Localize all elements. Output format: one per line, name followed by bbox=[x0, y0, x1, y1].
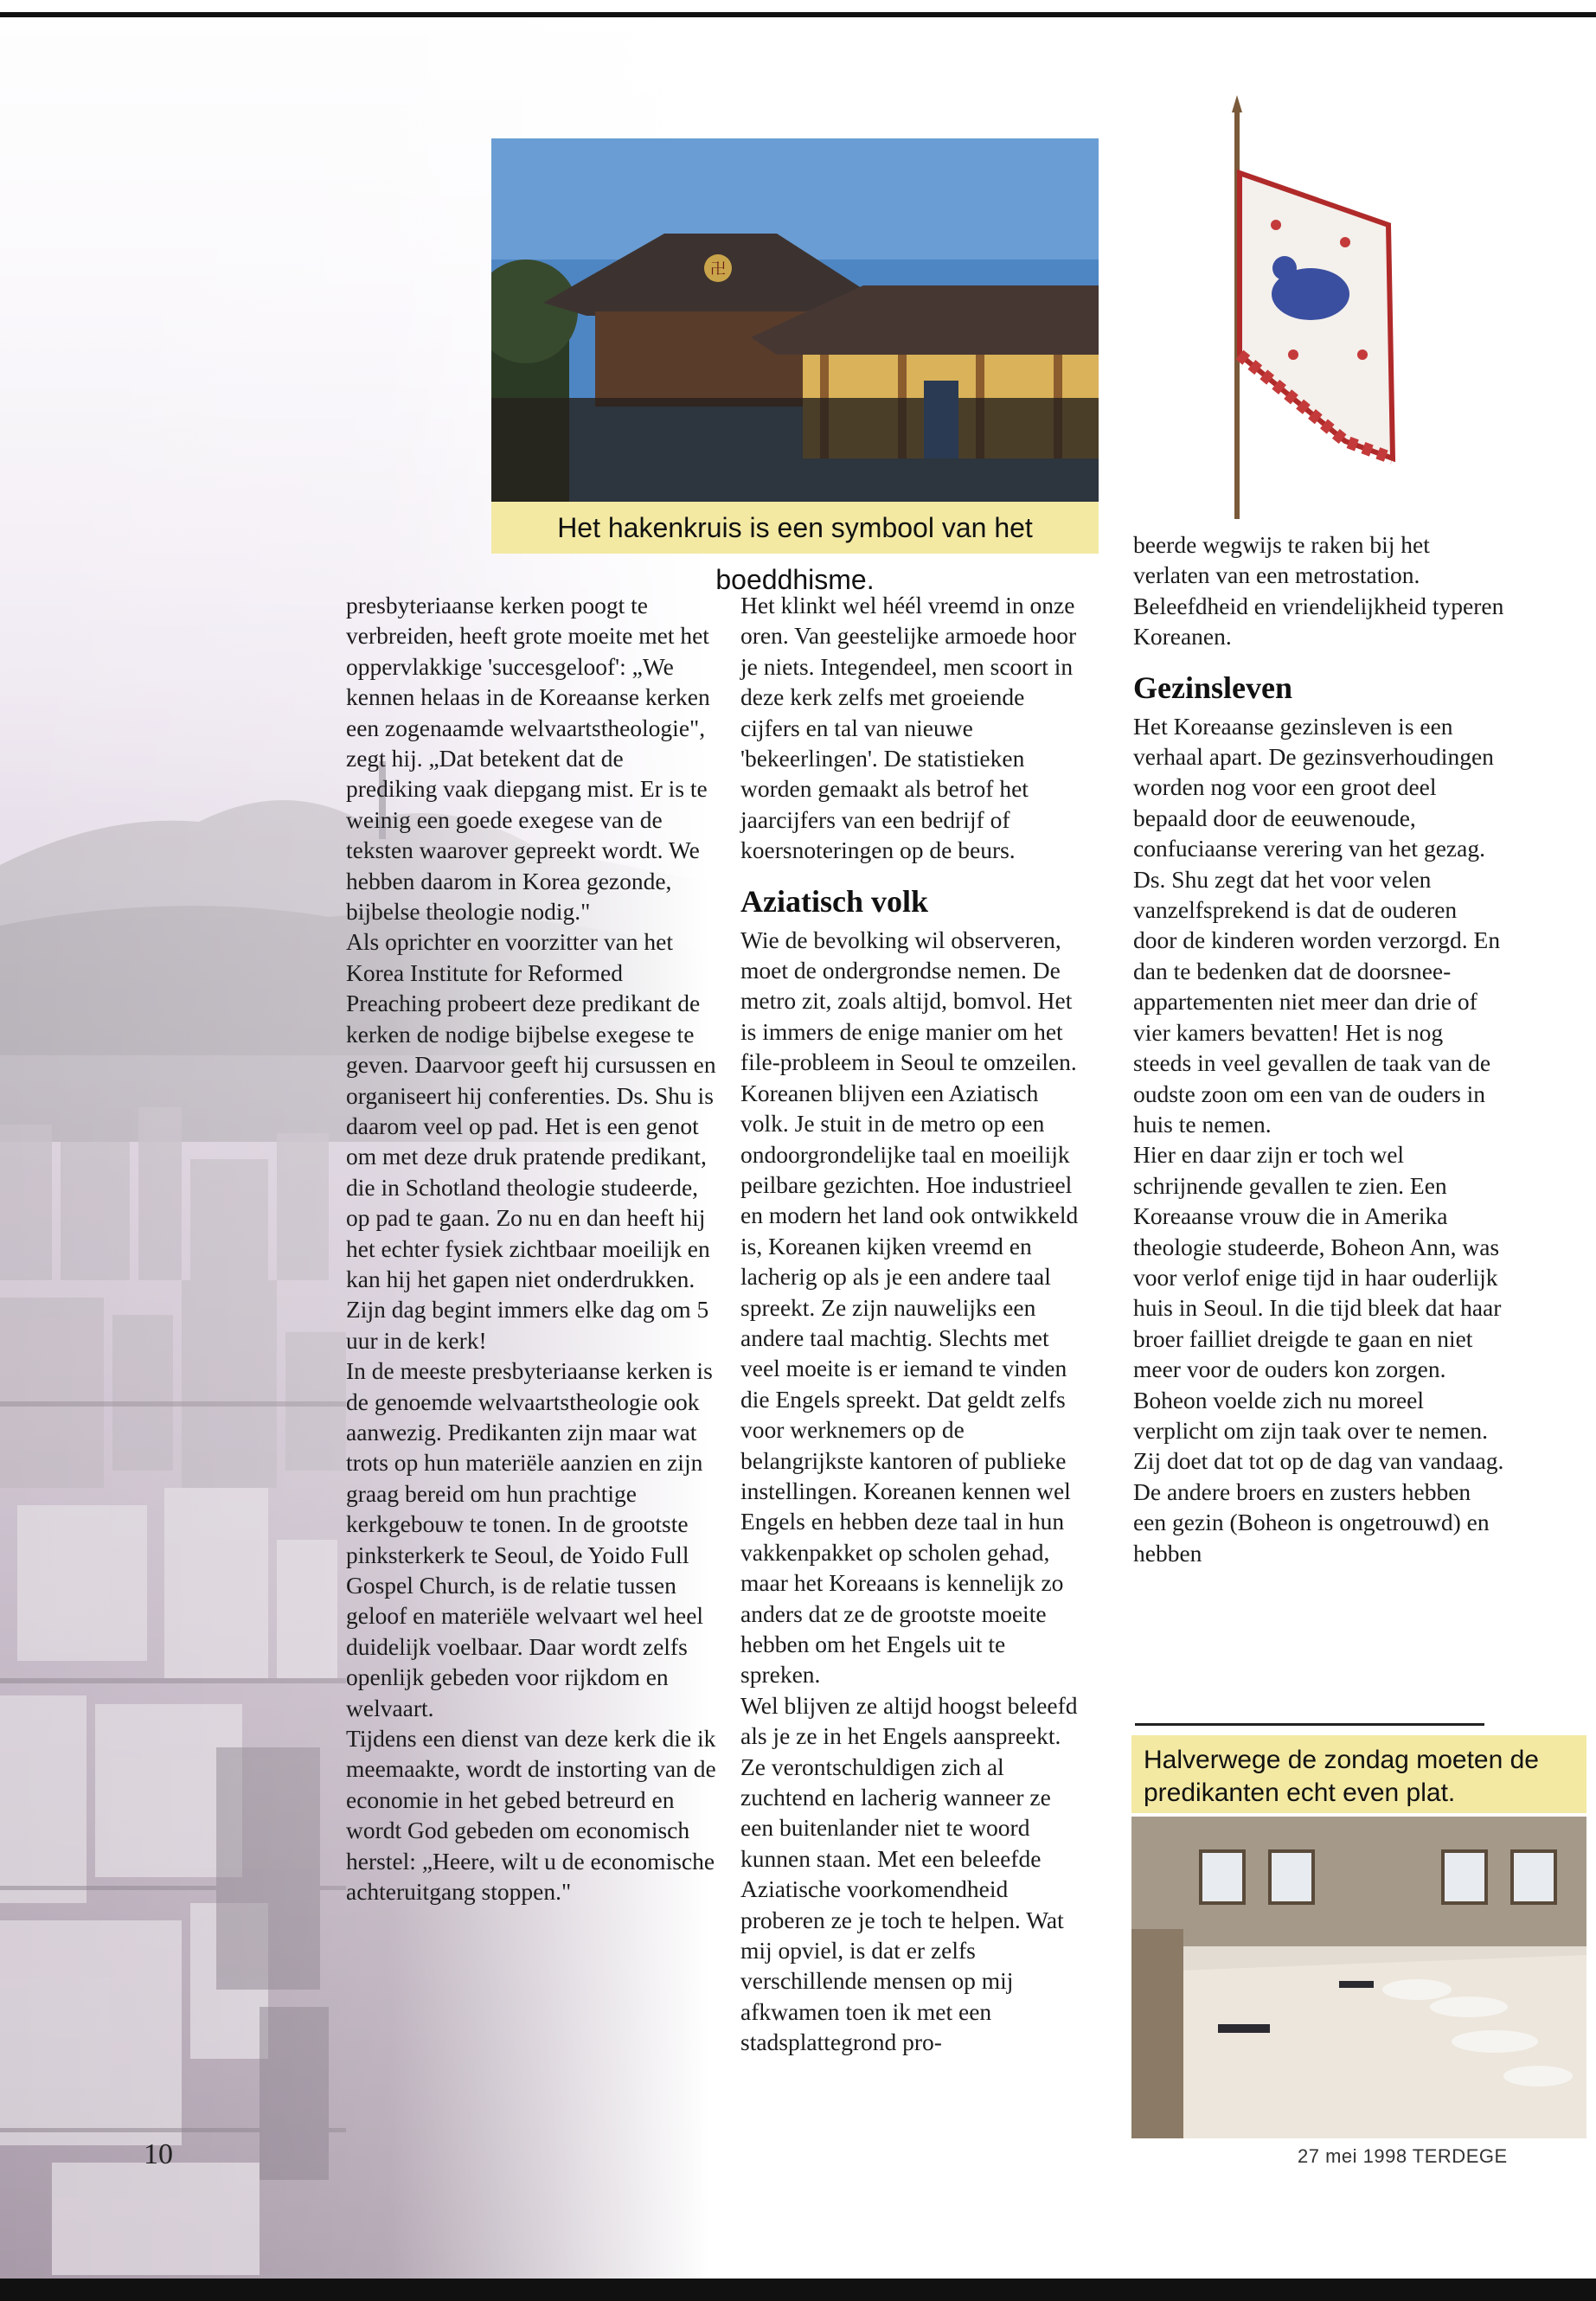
article-column-3 bbox=[1133, 529, 1505, 1568]
banner-flag-image bbox=[1215, 95, 1406, 519]
article-column-1 bbox=[346, 590, 718, 1907]
temple-photo bbox=[491, 138, 1099, 543]
temple-photo-caption: Het hakenkruis is een symbool van het boeddhisme. bbox=[491, 502, 1099, 554]
section-heading-aziatisch-volk: Aziatisch volk bbox=[740, 883, 929, 919]
paragraph: Wel blijven ze altijd hoogst beleefd als je ze in het Engels aanspreekt. Ze verontschuldigen zich al zuchtend en lacherig wanneer ze een buitenlander niet te woord kunnen staan. Met een beleefde Aziatische voorkomendheid proberen ze je toch te helpen. Wat mij opviel, is dat er zelfs verschillende mensen op mij afkwamen toen ik met een stadsplattegrond pro- bbox=[740, 1691, 1078, 2056]
paragraph: Als oprichter en voorzitter van het Korea Institute for Reformed Preaching probeert deze predikant de kerken de nodige bijbelse exegese te geven. Daarvoor geeft hij cursussen en organiseert hij conferenties. Ds. Shu is daarom veel op pad. Het is een genot om met deze druk pratende predikant, die in Schotland theologie studeerde, op pad te gaan. Zo nu en dan heeft hij het echter fysiek zichtbaar moeilijk en kan hij het gapen niet onderdrukken. Zijn dag begint immers elke dag om 5 uur in de kerk! bbox=[346, 928, 716, 1354]
issue-footer: 27 mei 1998 TERDEGE bbox=[1298, 2145, 1508, 2167]
paragraph: In de meeste presbyteriaanse kerken is de genoemde welvaartstheologie ook aanwezig. Predikanten zijn maar wat trots op hun materiële aanzien en zijn graag bereid om hun prachtige kerkgebouw te tonen. In de grootste pinksterkerk te Seoul, de Yoido Full Gospel Church, is de relatie tussen geloof en materiële welvaart wel heel duidelijk voelbaar. Daar wordt zelfs openlijk gebeden voor rijkdom en welvaart. bbox=[346, 1357, 713, 1721]
resting-pastors-photo bbox=[1131, 1817, 1586, 2138]
paragraph: Het klinkt wel héél vreemd in onze oren. Van geestelijke armoede hoor je niets. Integendeel, men scoort in deze kerk zelfs met groeiende cijfers en tal van nieuwe 'bekeerlingen'. De statistieken worden gemaakt als betrof het jaarcijfers van een bedrijf of koersnoteringen op de beurs. bbox=[740, 592, 1077, 864]
paragraph: Tijdens een dienst van deze kerk die ik meemaakte, wordt de instorting van de economie in het gebed betreurd en wordt God gebeden om economisch herstel: „Heere, wilt u de economische achteruitgang stoppen." bbox=[346, 1725, 716, 1906]
column-divider-rule bbox=[1135, 1723, 1484, 1726]
paragraph: Het Koreaanse gezinsleven is een verhaal apart. De gezinsverhoudingen worden nog voor een groot deel bepaald door de eeuwenoude, confuciaanse verering van het gezag. Ds. Shu zegt dat het voor velen vanzelfsprekend is dat de ouderen door de kinderen worden verzorgd. En dan te bedenken dat de doorsnee-appartementen niet meer dan drie of vier kamers bevatten! Het is nog steeds in veel gevallen de taak van de oudste zoon om een van de ouders in huis te nemen. bbox=[1133, 712, 1501, 1138]
paragraph: presbyteriaanse kerken poogt te verbreiden, heeft grote moeite met het oppervlakkige 'succesgeloof': „We kennen helaas in de Koreaanse kerken een zogenaamde welvaartstheologie", zegt hij. „Dat betekent dat de prediking vaak diepgang mist. Er is te weinig een goede exegese van de teksten waarover gepreekt wordt. We hebben daarom in Korea gezonde, bijbelse theologie nodig." bbox=[346, 592, 710, 926]
paragraph: beerde wegwijs te raken bij het verlaten van een metrostation. Beleefdheid en vriendelijkheid typeren Koreanen. bbox=[1133, 531, 1504, 651]
paragraph: Wie de bevolking wil observeren, moet de ondergrondse nemen. De metro zit, zoals altijd, bomvol. Het is immers de enige manier om het file-probleem in Seoul te omzeilen. Koreanen blijven een Aziatisch volk. Je stuit in de metro op een ondoorgrondelijke taal en moeilijk peilbare gezichten. Hoe industrieel en modern het land ook ontwikkeld is, Koreanen kijken vreemd en lacherig op als je een andere taal spreekt. Ze zijn nauwelijks een andere taal machtig. Slechts met veel moeite is er iemand te vinden die Engels spreekt. Dat geldt zelfs voor werknemers op de belangrijkste kantoren of publieke instellingen. Koreanen kennen wel Engels en hebben deze taal in hun vakkenpakket op scholen gehad, maar het Koreaans is kennelijk zo anders dat ze de grootste moeite hebben om het Engels uit te spreken. bbox=[740, 926, 1079, 1689]
bottom-border bbox=[0, 2279, 1596, 2301]
page-number: 10 bbox=[144, 2138, 173, 2170]
svg-text:卍: 卍 bbox=[710, 260, 726, 279]
meeting-photo-caption: Halverwege de zondag moeten de predikanten echt even plat. bbox=[1131, 1735, 1586, 1813]
paragraph: Hier en daar zijn er toch wel schrijnende gevallen te zien. Een Koreaanse vrouw die in Amerika theologie studeerde, Boheon Ann, was voor verlof enige tijd in haar ouderlijk huis in Seoul. In die tijd bleek dat haar broer failliet dreigde te gaan en niet meer voor de ouders kon zorgen. Boheon voelde zich nu moreel verplicht om zijn taak over te nemen. Zij doet dat tot op de dag van vandaag. De andere broers en zusters hebben een gezin (Boheon is ongetrouwd) en hebben bbox=[1133, 1141, 1504, 1567]
article-column-2 bbox=[740, 590, 1086, 2058]
section-heading-gezinsleven: Gezinsleven bbox=[1133, 670, 1292, 705]
